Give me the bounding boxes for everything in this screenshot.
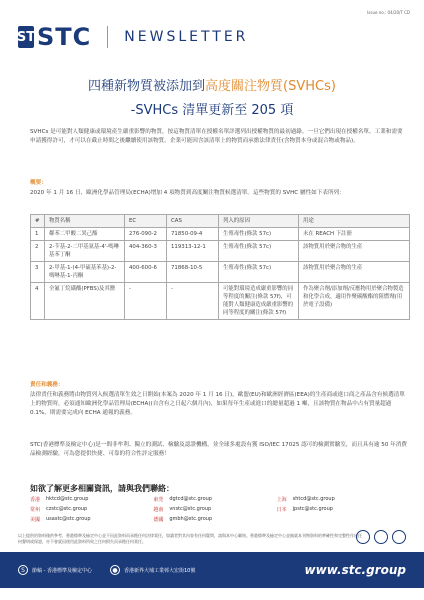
cell: 可能對環境造成嚴重影響的同等程度的關注(條款 57f)，可能對人類健康造成嚴重影響的同等程度的關注(條款 57f) — [219, 283, 299, 320]
page-header — [18, 22, 408, 52]
footer-address-label: 香港新界大埔工業邨大宏街10號 — [123, 567, 196, 574]
contact-email[interactable]: hktcd@stc.group — [46, 496, 89, 502]
title-line2: -SVHCs 清單更新至 205 項 — [130, 103, 294, 118]
contact-item — [153, 496, 276, 503]
footer-url[interactable]: www.stc.group — [304, 563, 406, 577]
col-use: 用途 — [299, 215, 410, 228]
contact-city: 常州 — [30, 507, 41, 513]
footer-org-label: 節稿 - 香港標準及檢定中心 — [32, 567, 92, 574]
col-index: # — [31, 215, 45, 228]
newsletter-label: NEWSLETTER — [124, 29, 249, 45]
header-divider — [107, 26, 108, 48]
disclaimer: 以上提供的資料僅供參考，香港標準及檢定中心並不因此資料而承擔任何法律責任，如讀者對其內容有任何疑問，請與本中心聯絡。香港標準及檢定中心並無就本刊物資料的準確性和完整性作出任何聲明或保證，亦不會就因使用此資料所致之任何損失而承擔任何責任。 — [18, 533, 362, 544]
contact-email[interactable]: vnstc@stc.group — [169, 506, 212, 512]
col-cas: CAS — [167, 215, 219, 228]
location-pin-icon: ● — [110, 565, 120, 575]
contact-item — [277, 496, 400, 503]
contact-title: 如欲了解更多相關資訊，請與我們聯絡： — [30, 484, 174, 493]
contact-email[interactable]: shtcd@stc.group — [292, 496, 335, 502]
logo-icon: S — [18, 565, 28, 575]
contact-city: 香港 — [30, 497, 41, 503]
cell: 71850-09-4 — [167, 228, 219, 241]
cell: 4 — [31, 283, 45, 320]
contact-city: 日本 — [276, 507, 287, 513]
cell: 全氟丁烷磺酸(PFBS)及其鹽 — [45, 283, 125, 320]
page-title — [0, 78, 424, 120]
contact-item — [153, 506, 276, 513]
logo-mark: ST — [18, 26, 34, 48]
cell: - — [167, 283, 219, 320]
contact-item — [30, 496, 153, 503]
cell: 71868-10-5 — [167, 262, 219, 283]
cell: 3 — [31, 262, 45, 283]
contact-city: 德國 — [153, 517, 164, 523]
cell: 404-360-3 — [125, 241, 167, 262]
table-header-row — [31, 215, 410, 228]
contact-email[interactable]: usastc@stc.group — [46, 516, 91, 522]
stc-intro: STC(香港標準及檢定中心)是一間非牟利、獨立的測試、檢驗及認證機構，並全球多處設有獲 ISO/IEC 17025 認可的檢測實驗室，而且具有逾 50 年消費品檢測經驗，可為您提供快捷、可靠的符合性評定服務！ — [30, 442, 407, 457]
reminder-text: 法律責任和義務將由物質列入候選清單生效之日開始(本案為 2020 年 1 月 16 日)，歐盟(EU)和歐洲經濟區(EEA)的生產商或進口商之產品含有候選清單上的物質時，必須通知歐洲化學品管理局(ECHA)(自含有之日起六個月內)，如果每年生產或進口的總量超過 1 噸，且該物質在物品中占有質量超過 0.1%，則需要完成向 ECHA 通報的義務。 — [30, 392, 405, 416]
title-part1: 四種新物質被添加到 — [88, 79, 206, 94]
contact-city: 東莞 — [153, 497, 164, 503]
contact-city: 上海 — [276, 497, 287, 503]
contact-city: 越南 — [153, 507, 164, 513]
contact-item — [30, 506, 153, 513]
reminder-heading: 責任和義務： — [30, 382, 64, 388]
contact-email[interactable]: jpstc@stc.group — [292, 506, 333, 512]
intro-paragraph: SVHCs 是可能對人類健康或環境產生嚴重影響的物質，按這物質清單在授權名單評選列出授權物質的最初過錄。一旦它們出現在授權名單，工業和需要申請獲得許可，才可以在截止時間之後繼續使用該物質。企業可能因含該清單上的物質而承擔法律責任(含物質本身或混合物或物品)。 — [30, 129, 403, 144]
issue-number: Issue no.: 04/20/T CD — [367, 10, 410, 15]
accreditation-badges — [356, 530, 406, 544]
table-row — [31, 283, 410, 320]
cell: 生殖毒性(條款 57c) — [219, 241, 299, 262]
cell: 119313-12-1 — [167, 241, 219, 262]
cell: - — [125, 283, 167, 320]
table-row — [31, 241, 410, 262]
summary-text: 2020 年 1 月 16 日，歐洲化學品管理局(ECHA)增加 4 項物質到高度關注物質候選清單。這些物質的 SVHC 屬性如下表所列： — [30, 190, 345, 196]
contact-email[interactable]: gmbh@stc.group — [169, 516, 213, 522]
contact-city: 美國 — [30, 517, 41, 523]
cell: 1 — [31, 228, 45, 241]
svhc-table — [30, 214, 410, 320]
cell: 生殖毒性(條款 57c) — [219, 262, 299, 283]
cell: 2-苄基-2-二甲基氨基-4'-嗎啉基苯丁酮 — [45, 241, 125, 262]
col-reason: 列入的原因 — [219, 215, 299, 228]
col-substance: 物質名稱 — [45, 215, 125, 228]
footer-org — [18, 565, 92, 575]
table-row — [31, 228, 410, 241]
cell: 2-甲基-1-(4-甲硫基苯基)-2-嗎啉基-1-丙酮 — [45, 262, 125, 283]
cell: 400-600-6 — [125, 262, 167, 283]
cell: 276-090-2 — [125, 228, 167, 241]
col-ec: EC — [125, 215, 167, 228]
contact-item — [277, 506, 400, 513]
contact-item — [153, 516, 276, 523]
cell: 生殖毒性(條款 57c) — [219, 228, 299, 241]
contact-list — [30, 496, 400, 523]
title-highlight: 高度關注物質(SVHCs) — [205, 79, 336, 94]
contact-item — [30, 516, 153, 523]
logo-text: STC — [37, 23, 92, 51]
footer-address — [110, 565, 195, 575]
accreditation-badge-icon — [356, 530, 370, 544]
accreditation-badge-icon — [392, 530, 406, 544]
accreditation-badge-icon — [374, 530, 388, 544]
contact-email[interactable]: czstc@stc.group — [46, 506, 88, 512]
cell: 未在 REACH 下註冊 — [299, 228, 410, 241]
cell: 作為聚合劑/添加劑/反應物用於聚合物製造和化學合成，適用作聚碳酸酯的阻燃劑(用於電子設備) — [299, 283, 410, 320]
table-row — [31, 262, 410, 283]
cell: 該物質用於聚合物的生產 — [299, 262, 410, 283]
cell: 鄰苯二甲酸二異己酯 — [45, 228, 125, 241]
cell: 該物質用於聚合物的生產 — [299, 241, 410, 262]
cell: 2 — [31, 241, 45, 262]
contact-email[interactable]: dgtcd@stc.group — [169, 496, 212, 502]
page-footer — [0, 552, 424, 588]
summary-heading: 概要： — [30, 180, 47, 186]
